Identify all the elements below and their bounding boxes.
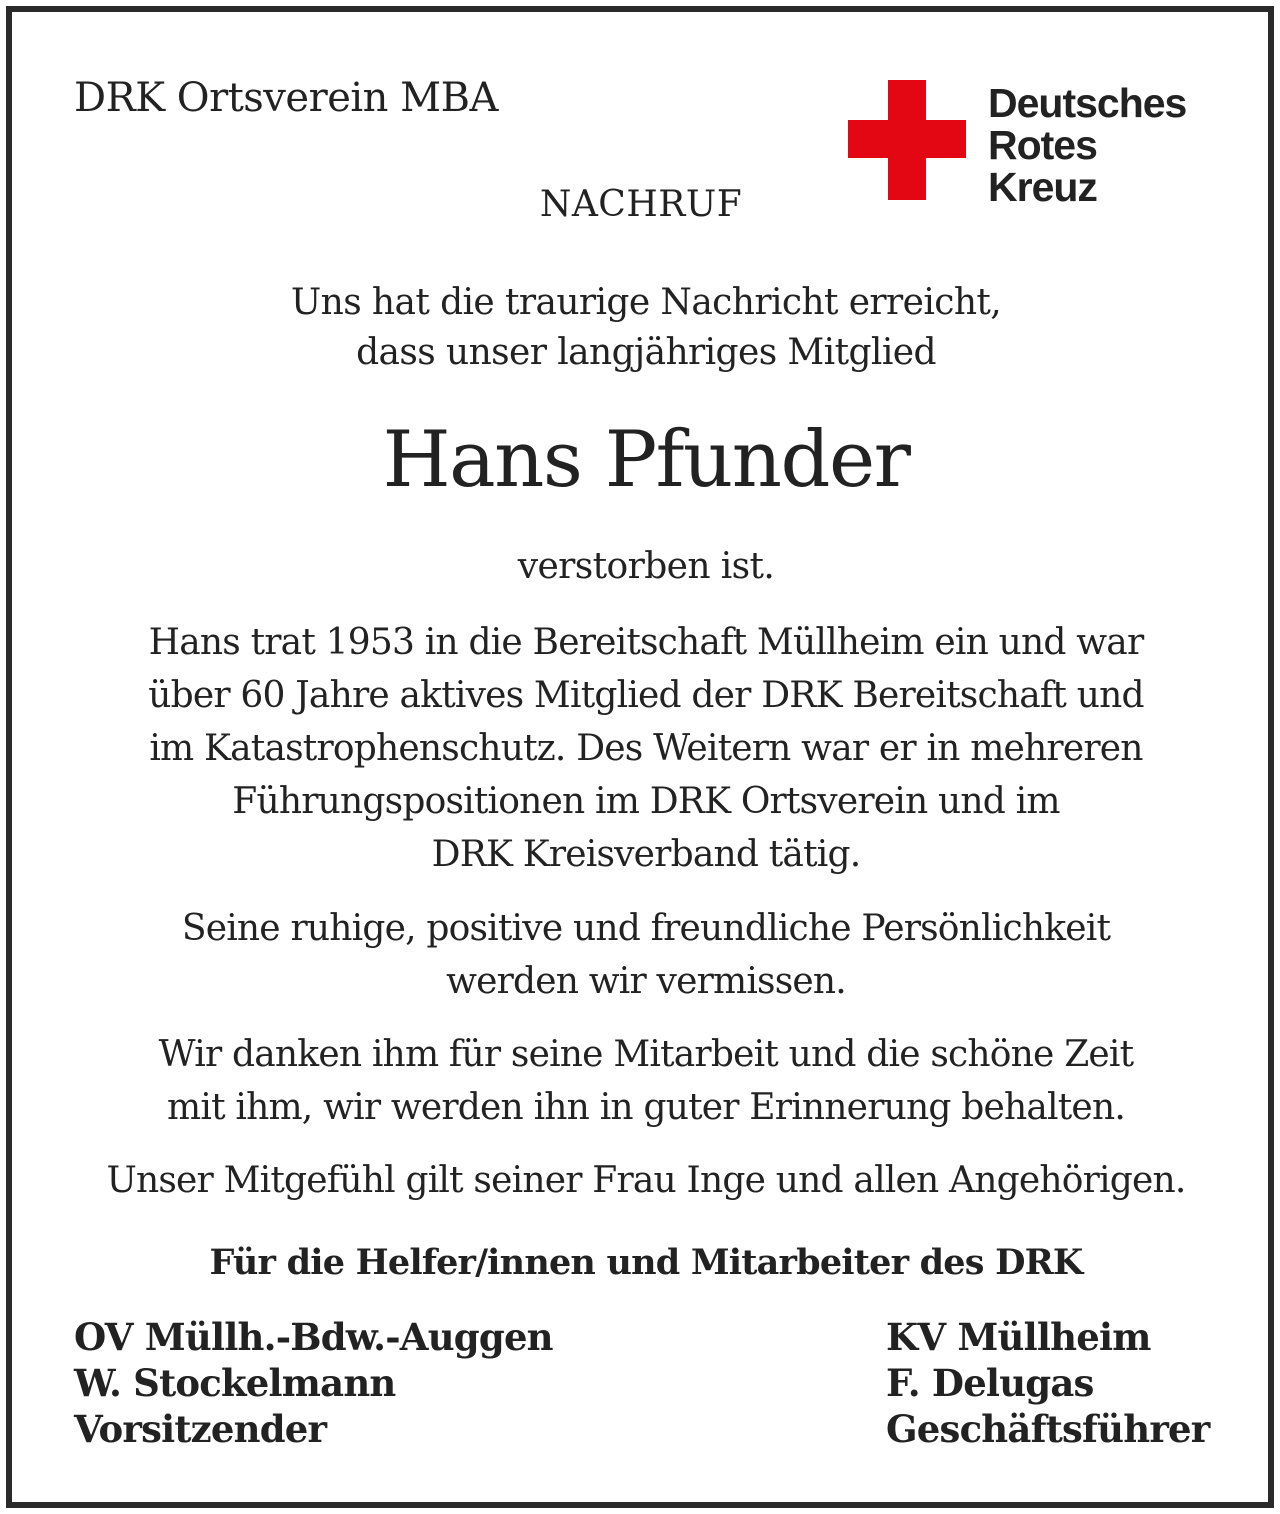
intro-text (12, 278, 1280, 378)
name-text: Hans Pfunder (382, 415, 910, 505)
paragraph-line: im Katastrophenschutz. Des Weitern war er in mehreren (149, 728, 1143, 769)
signature-role: Geschäftsführer (886, 1407, 1210, 1451)
thanks-paragraph (12, 1028, 1280, 1134)
signature-org: OV Müllh.-Bdw.-Auggen (74, 1315, 553, 1359)
personality-paragraph (12, 902, 1280, 1008)
notice-heading (12, 184, 1280, 225)
heading-text: NACHRUF (539, 184, 743, 225)
deceased-name (12, 410, 1280, 510)
died-text (12, 542, 1280, 592)
died-line: verstorben ist. (517, 546, 775, 587)
paragraph-line: Seine ruhige, positive und freundliche Persönlichkeit (181, 908, 1111, 949)
paragraph-line: mit ihm, wir werden ihn in guter Erinnerung behalten. (167, 1087, 1125, 1128)
paragraph-line: Führungspositionen im DRK Ortsverein und im (232, 781, 1060, 822)
signature-person: W. Stockelmann (74, 1361, 396, 1405)
intro-line: dass unser langjähriges Mitglied (356, 332, 936, 373)
dedication-text: Für die Helfer/innen und Mitarbeiter des DRK (209, 1242, 1083, 1283)
paragraph-line: über 60 Jahre aktives Mitglied der DRK Bereitschaft und (148, 675, 1144, 716)
signature-block-right (886, 1314, 1209, 1452)
paragraph-line: werden wir vermissen. (446, 961, 846, 1002)
paragraph-line: Unser Mitgefühl gilt seiner Frau Inge und allen Angehörigen. (106, 1160, 1186, 1201)
signature-role: Vorsitzender (74, 1407, 327, 1451)
paragraph-line: Hans trat 1953 in die Bereitschaft Müllheim ein und war (148, 622, 1144, 663)
logo-line: Rotes (988, 122, 1097, 168)
signature-person: F. Delugas (886, 1361, 1094, 1405)
paragraph-line: Wir danken ihm für seine Mitarbeit und die schöne Zeit (158, 1034, 1134, 1075)
logo-line: Deutsches (988, 80, 1187, 126)
condolence-paragraph (12, 1154, 1280, 1207)
dedication-line (12, 1238, 1280, 1288)
signature-org: KV Müllheim (886, 1315, 1151, 1359)
red-cross-icon-bar (848, 120, 966, 158)
paragraph-line: DRK Kreisverband tätig. (431, 834, 861, 875)
organization-name: DRK Ortsverein MBA (74, 75, 498, 121)
biography-paragraph (12, 616, 1280, 881)
intro-line: Uns hat die traurige Nachricht erreicht, (290, 282, 1002, 323)
logo-line: Kreuz (988, 164, 1097, 210)
obituary-notice (6, 6, 1274, 1508)
signature-block-left (74, 1314, 553, 1452)
